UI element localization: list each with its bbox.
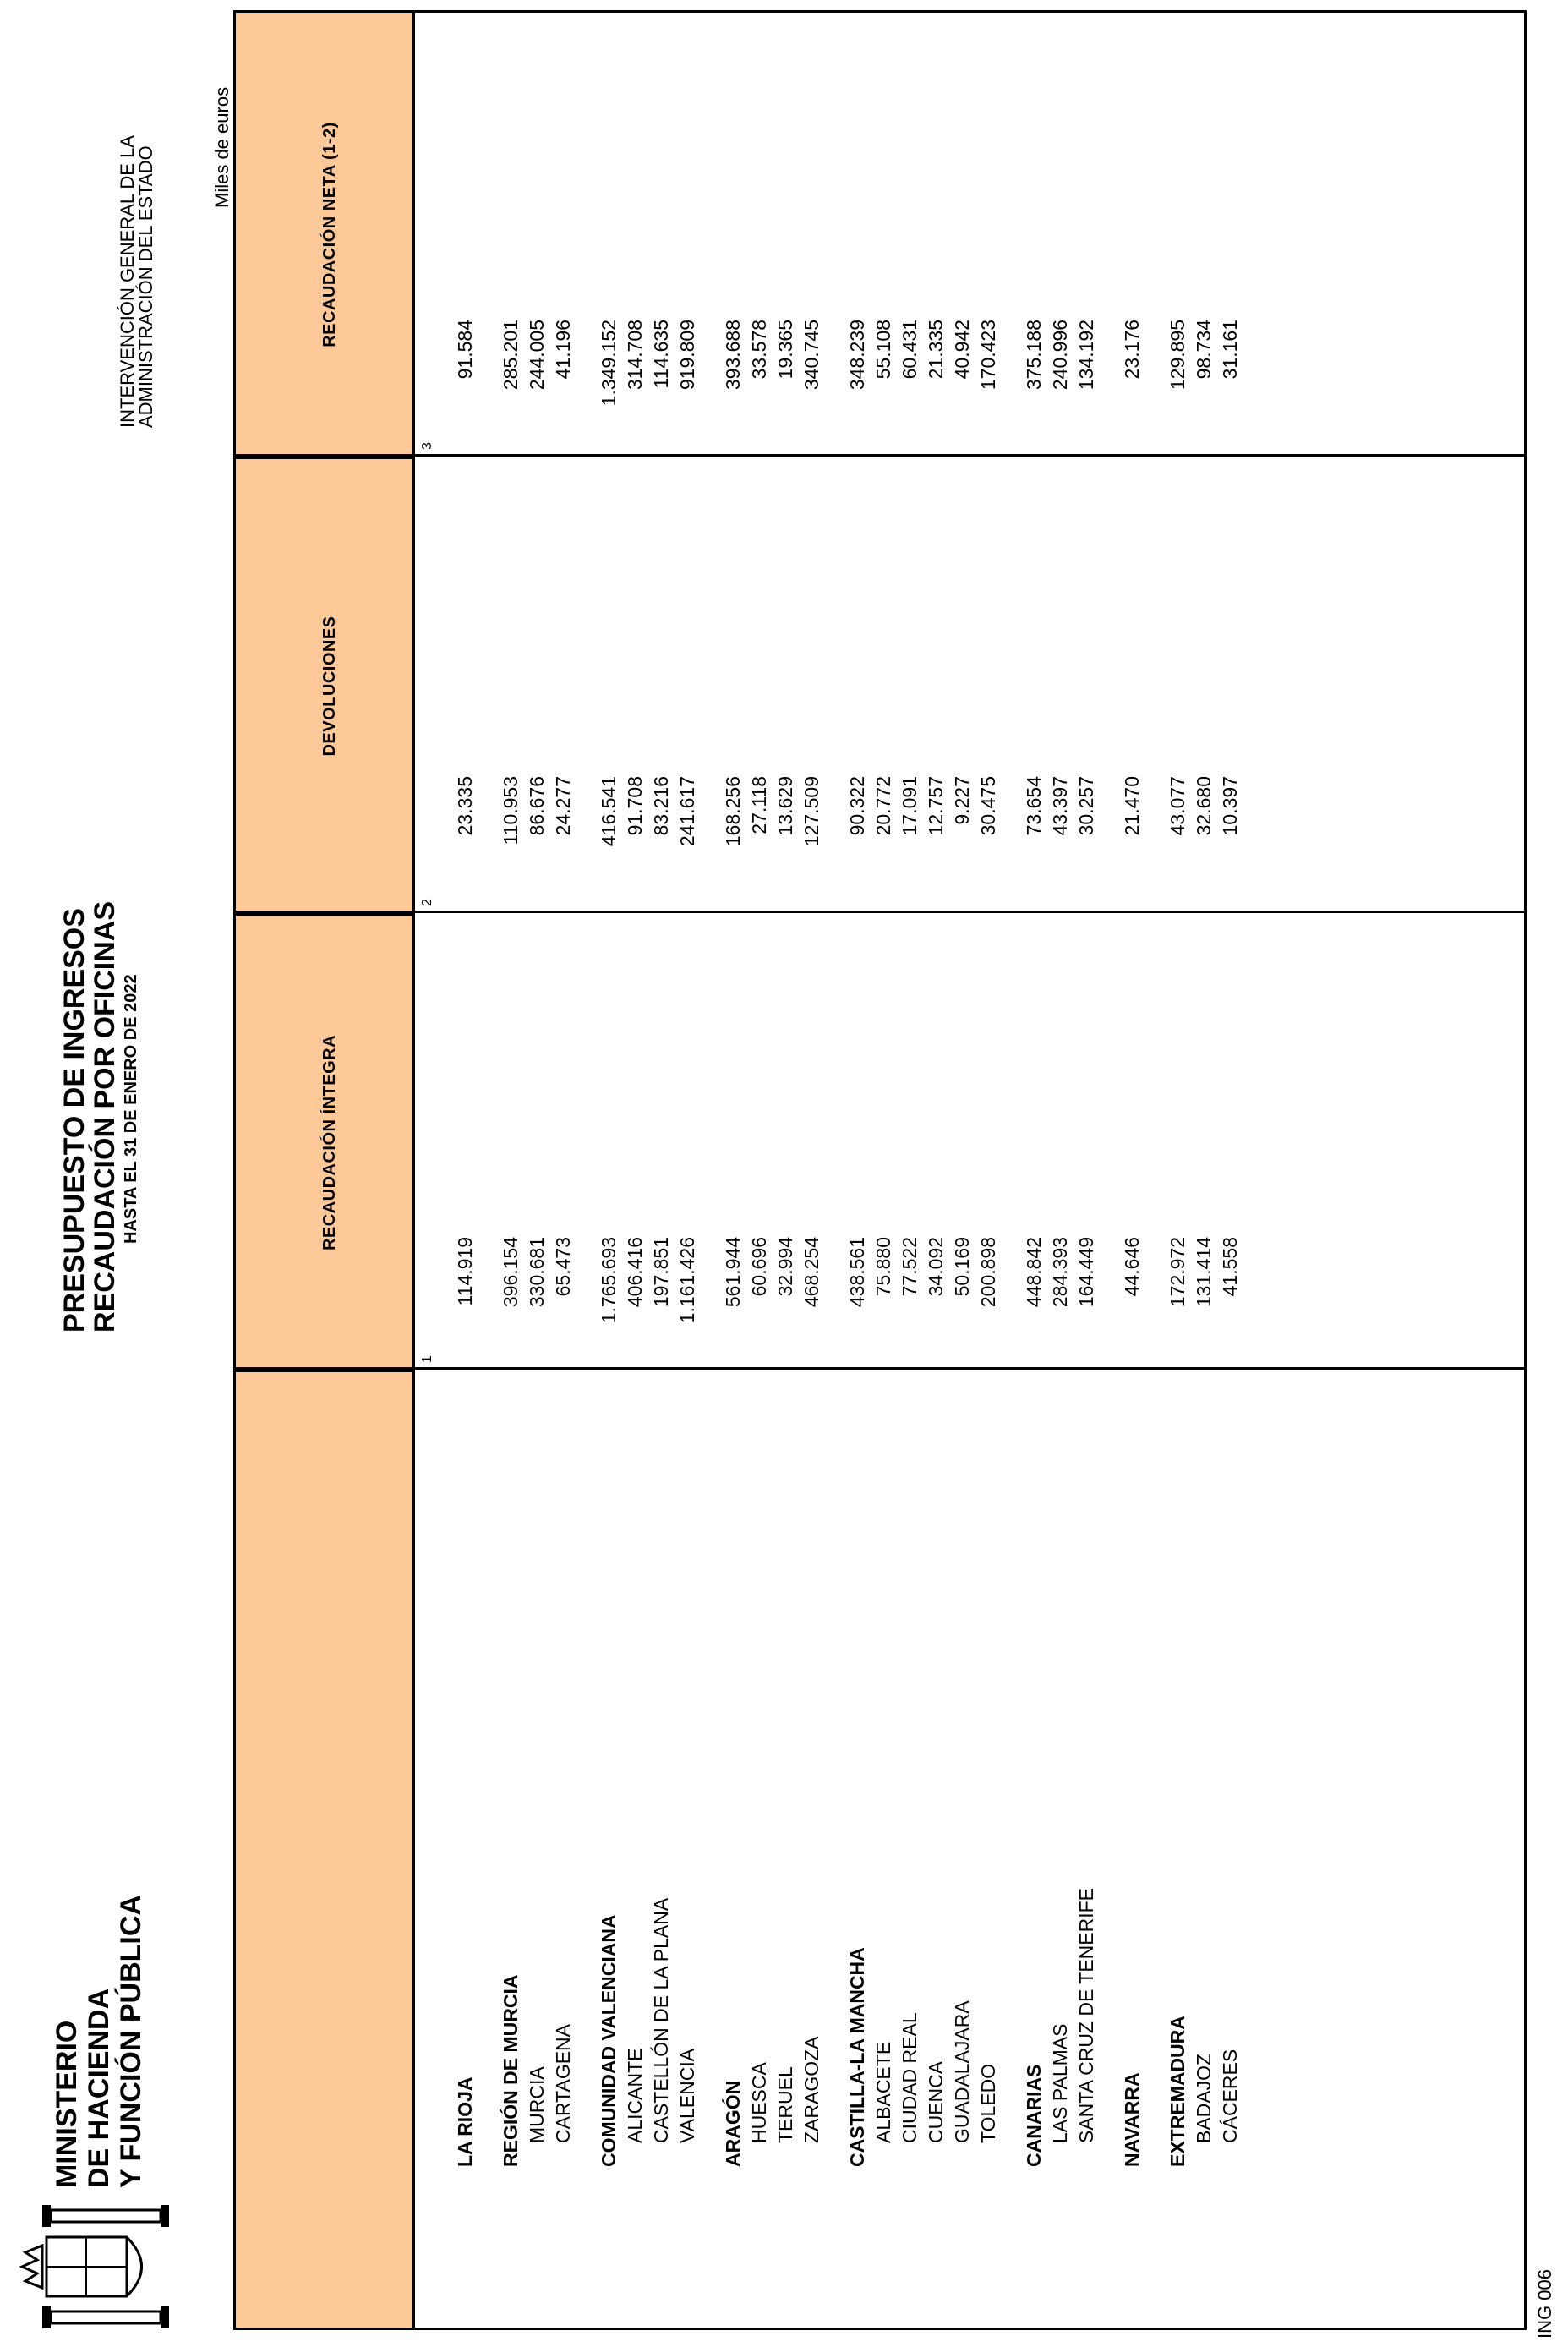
recaudacion-integra-value: 197.851 (650, 1237, 672, 1308)
row-name: ZARAGOZA (800, 2036, 822, 2143)
recaudacion-neta-value: 244.005 (526, 320, 548, 391)
header-rule (236, 13, 415, 2328)
office-row (622, 53, 647, 2167)
office-row (897, 53, 922, 2167)
ministry-name (51, 1895, 147, 2188)
office-row (871, 53, 896, 2167)
region-row (498, 53, 523, 2167)
igae-label (118, 135, 156, 428)
recaudacion-integra-value: 164.449 (1075, 1237, 1097, 1308)
recaudacion-neta-value: 240.996 (1049, 320, 1071, 391)
row-name: CANARIAS (1023, 2064, 1045, 2167)
region-row (452, 53, 478, 2167)
recaudacion-integra-value: 330.681 (526, 1237, 548, 1308)
column-number-1: 1 (420, 1355, 434, 1363)
row-name: ALBACETE (872, 2041, 894, 2143)
recaudacion-neta-value: 60.431 (899, 320, 921, 380)
recaudacion-neta-value: 129.895 (1166, 320, 1188, 391)
recaudacion-neta-value: 1.349.152 (598, 320, 620, 407)
recaudacion-neta-value: 340.745 (800, 320, 822, 391)
row-name: SANTA CRUZ DE TENERIFE (1075, 1887, 1097, 2143)
column-header-integra: RECAUDACIÓN ÍNTEGRA (320, 1034, 339, 1251)
recaudacion-integra-value: 1.161.426 (676, 1237, 698, 1324)
title-line-1: PRESUPUESTO DE INGRESOS (58, 908, 90, 1332)
office-row (746, 53, 772, 2167)
row-name: CASTELLÓN DE LA PLANA (650, 1897, 672, 2143)
recaudacion-integra-value: 561.944 (722, 1237, 744, 1308)
region-row (596, 53, 621, 2167)
office-row (923, 53, 948, 2167)
recaudacion-integra-value: 65.473 (552, 1237, 574, 1297)
row-name: VALENCIA (676, 2048, 698, 2143)
devoluciones-value: 73.654 (1023, 776, 1045, 836)
devoluciones-value: 416.541 (598, 776, 620, 847)
region-row (720, 53, 746, 2167)
recaudacion-integra-value: 60.696 (748, 1237, 770, 1297)
recaudacion-integra-value: 114.919 (454, 1237, 476, 1306)
recaudacion-integra-value: 1.765.693 (598, 1237, 620, 1324)
row-name: CASTILLA-LA MANCHA (846, 1947, 868, 2167)
devoluciones-value: 17.091 (899, 776, 921, 836)
devoluciones-value: 30.475 (977, 776, 999, 836)
recaudacion-integra-value: 34.092 (925, 1237, 947, 1297)
devoluciones-value: 32.680 (1193, 776, 1215, 836)
recaudacion-neta-value: 98.734 (1193, 320, 1215, 380)
devoluciones-value: 24.277 (552, 776, 574, 836)
devoluciones-value: 110.953 (500, 776, 522, 845)
devoluciones-value: 10.397 (1219, 776, 1241, 836)
recaudacion-integra-value: 438.561 (846, 1237, 868, 1308)
devoluciones-value: 90.322 (846, 776, 868, 836)
row-name: LAS PALMAS (1049, 2023, 1071, 2143)
units-label: Miles de euros (211, 86, 232, 208)
office-row (1047, 53, 1073, 2167)
region-row (1119, 53, 1145, 2167)
region-row (1165, 53, 1190, 2167)
recaudacion-integra-value: 284.393 (1049, 1237, 1071, 1308)
recaudacion-integra-value: 200.898 (977, 1237, 999, 1308)
row-name: CÁCERES (1219, 2049, 1241, 2143)
row-name: CIUDAD REAL (899, 2012, 921, 2143)
igae-line-2: ADMINISTRACIÓN DEL ESTADO (135, 145, 156, 428)
ministry-line-1: MINISTERIO (51, 2020, 83, 2188)
devoluciones-value: 12.757 (925, 776, 947, 836)
igae-line-1: INTERVENCIÓN GENERAL DE LA (117, 135, 138, 428)
recaudacion-neta-value: 41.196 (552, 320, 574, 380)
report-title (59, 572, 142, 1332)
recaudacion-neta-value: 55.108 (872, 320, 894, 380)
devoluciones-value: 20.772 (872, 776, 894, 836)
recaudacion-integra-value: 406.416 (624, 1237, 646, 1308)
recaudacion-neta-value: 285.201 (500, 320, 522, 391)
recaudacion-neta-value: 21.335 (925, 320, 947, 380)
devoluciones-value: 23.335 (454, 776, 476, 836)
recaudacion-integra-value: 448.842 (1023, 1237, 1045, 1308)
row-name: CUENCA (925, 2060, 947, 2143)
devoluciones-value: 127.509 (800, 776, 822, 847)
recaudacion-neta-value: 114.635 (650, 320, 672, 389)
recaudacion-integra-value: 468.254 (800, 1237, 822, 1308)
recaudacion-integra-value: 41.558 (1219, 1237, 1241, 1297)
column-number-3: 3 (420, 442, 434, 450)
recaudacion-integra-value: 32.994 (774, 1237, 796, 1297)
office-row (1217, 53, 1243, 2167)
office-row (975, 53, 1001, 2167)
recaudacion-integra-value: 75.880 (872, 1237, 894, 1297)
devoluciones-value: 43.397 (1049, 776, 1071, 836)
recaudacion-neta-value: 31.161 (1219, 320, 1241, 380)
recaudacion-integra-value: 131.414 (1193, 1237, 1215, 1308)
title-line-3: HASTA EL 31 DE ENERO DE 2022 (122, 974, 140, 1244)
office-row (550, 53, 576, 2167)
spanish-coat-of-arms-icon (17, 2203, 186, 2330)
recaudacion-neta-value: 393.688 (722, 320, 744, 391)
row-name: EXTREMADURA (1166, 2016, 1188, 2167)
devoluciones-value: 21.470 (1121, 776, 1143, 836)
column-header-neta: RECAUDACIÓN NETA (1-2) (320, 122, 339, 347)
row-name: LA RIOJA (454, 2076, 476, 2167)
devoluciones-value: 27.118 (748, 776, 770, 834)
revenue-table (233, 10, 1527, 2330)
ministry-line-3: Y FUNCIÓN PÚBLICA (115, 1895, 147, 2188)
office-row (1191, 53, 1216, 2167)
recaudacion-neta-value: 19.365 (774, 320, 796, 380)
recaudacion-integra-value: 77.522 (899, 1237, 921, 1297)
form-code: ING 006 (1534, 2269, 1555, 2339)
devoluciones-value: 13.629 (774, 776, 796, 836)
recaudacion-neta-value: 348.239 (846, 320, 868, 391)
row-name: REGIÓN DE MURCIA (500, 1974, 522, 2167)
devoluciones-value: 30.257 (1075, 776, 1097, 836)
office-row (675, 53, 700, 2167)
office-row (799, 53, 824, 2167)
region-row (1021, 53, 1046, 2167)
column-number-2: 2 (420, 899, 434, 906)
recaudacion-neta-value: 134.192 (1075, 320, 1097, 391)
devoluciones-value: 9.227 (951, 776, 973, 825)
devoluciones-value: 168.256 (722, 776, 744, 847)
office-row (524, 53, 549, 2167)
office-row (1074, 53, 1099, 2167)
column-header-devoluciones: DEVOLUCIONES (320, 615, 339, 757)
recaudacion-integra-value: 50.169 (951, 1237, 973, 1297)
row-name: NAVARRA (1121, 2072, 1143, 2167)
recaudacion-neta-value: 314.708 (624, 320, 646, 391)
row-name: BADAJOZ (1193, 2053, 1215, 2143)
recaudacion-neta-value: 91.584 (454, 320, 476, 380)
recaudacion-neta-value: 170.423 (977, 320, 999, 391)
row-name: TERUEL (774, 2066, 796, 2143)
row-name: ALICANTE (624, 2048, 646, 2143)
devoluciones-value: 86.676 (526, 776, 548, 836)
office-row (773, 53, 798, 2167)
office-row (949, 53, 975, 2167)
devoluciones-value: 241.617 (676, 776, 698, 847)
region-row (844, 53, 870, 2167)
row-name: MURCIA (526, 2066, 548, 2143)
row-name: HUESCA (748, 2062, 770, 2143)
recaudacion-integra-value: 172.972 (1166, 1237, 1188, 1308)
recaudacion-neta-value: 23.176 (1121, 320, 1143, 380)
recaudacion-neta-value: 33.578 (748, 320, 770, 380)
recaudacion-neta-value: 919.809 (676, 320, 698, 391)
row-name: COMUNIDAD VALENCIANA (598, 1914, 620, 2167)
row-name: CARTAGENA (552, 2023, 574, 2143)
row-name: ARAGÓN (722, 2080, 744, 2167)
row-name: TOLEDO (977, 2063, 999, 2143)
ministry-line-2: DE HACIENDA (83, 1988, 115, 2188)
recaudacion-neta-value: 40.942 (951, 320, 973, 380)
office-row (648, 53, 674, 2167)
devoluciones-value: 91.708 (624, 776, 646, 836)
row-name: GUADALAJARA (951, 2000, 973, 2143)
recaudacion-neta-value: 375.188 (1023, 320, 1045, 391)
title-line-2: RECAUDACIÓN POR OFICINAS (89, 900, 121, 1332)
recaudacion-integra-value: 396.154 (500, 1237, 522, 1308)
devoluciones-value: 83.216 (650, 776, 672, 836)
recaudacion-integra-value: 44.646 (1121, 1237, 1143, 1297)
devoluciones-value: 43.077 (1166, 776, 1188, 836)
